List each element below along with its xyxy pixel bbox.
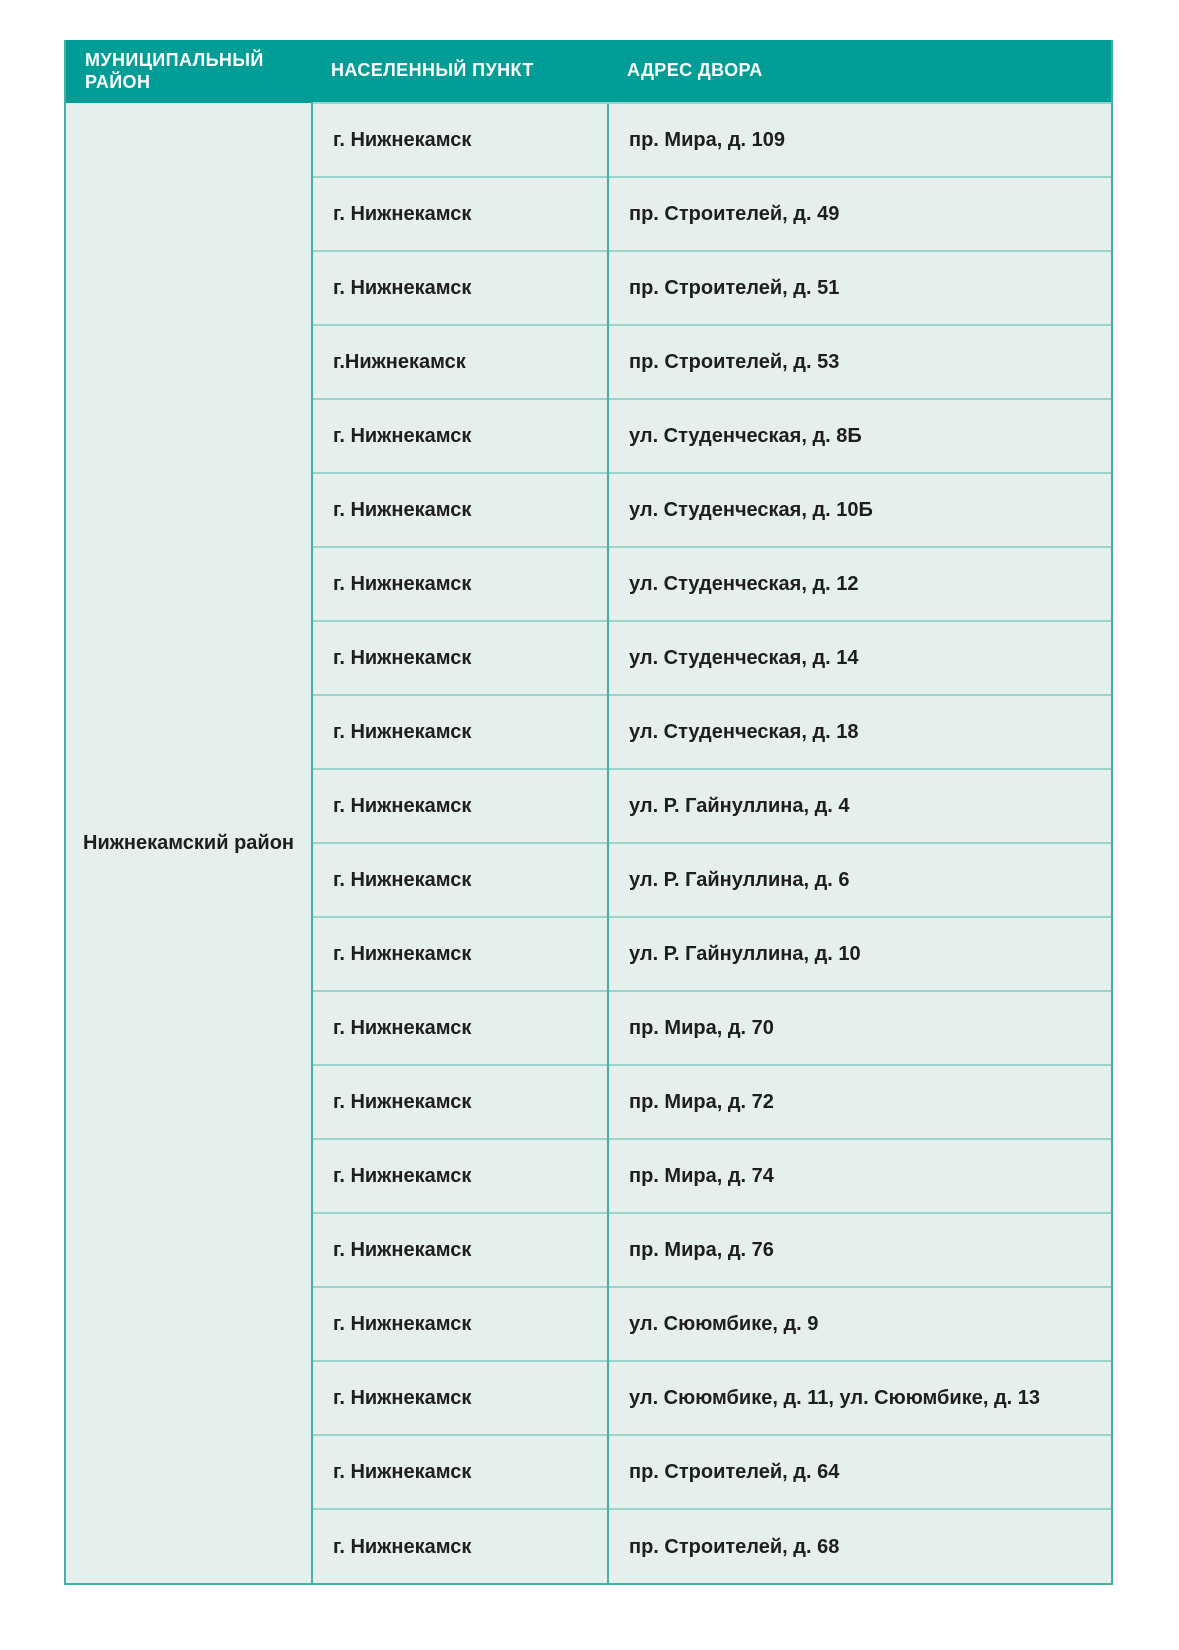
address-cell: пр. Мира, д. 72 xyxy=(608,1065,1111,1139)
table-header xyxy=(66,40,1111,103)
settlement-cell: г. Нижнекамск xyxy=(312,843,608,917)
address-cell: ул. Р. Гайнуллина, д. 6 xyxy=(608,843,1111,917)
address-cell: ул. Студенческая, д. 14 xyxy=(608,621,1111,695)
address-cell: пр. Мира, д. 76 xyxy=(608,1213,1111,1287)
address-cell: пр. Строителей, д. 51 xyxy=(608,251,1111,325)
settlement-cell: г. Нижнекамск xyxy=(312,769,608,843)
settlement-cell: г. Нижнекамск xyxy=(312,621,608,695)
settlement-cell: г. Нижнекамск xyxy=(312,1139,608,1213)
settlement-cell: г. Нижнекамск xyxy=(312,547,608,621)
district-cell: Нижнекамский район xyxy=(66,103,312,1583)
settlement-cell: г. Нижнекамск xyxy=(312,1509,608,1583)
settlement-cell: г. Нижнекамск xyxy=(312,991,608,1065)
settlement-cell: г.Нижнекамск xyxy=(312,325,608,399)
settlement-cell: г. Нижнекамск xyxy=(312,1065,608,1139)
table-row xyxy=(66,103,1111,177)
address-cell: ул. Студенческая, д. 18 xyxy=(608,695,1111,769)
col-header-yard-address: АДРЕС ДВОРА xyxy=(608,40,1111,103)
settlement-cell: г. Нижнекамск xyxy=(312,1435,608,1509)
settlement-cell: г. Нижнекамск xyxy=(312,473,608,547)
settlement-cell: г. Нижнекамск xyxy=(312,1213,608,1287)
address-cell: пр. Строителей, д. 64 xyxy=(608,1435,1111,1509)
col-header-municipal-district: МУНИЦИПАЛЬНЫЙ РАЙОН xyxy=(66,40,312,103)
settlement-cell: г. Нижнекамск xyxy=(312,103,608,177)
yards-table xyxy=(66,40,1111,1583)
address-cell: ул. Р. Гайнуллина, д. 4 xyxy=(608,769,1111,843)
settlement-cell: г. Нижнекамск xyxy=(312,399,608,473)
address-cell: пр. Строителей, д. 68 xyxy=(608,1509,1111,1583)
col-header-settlement: НАСЕЛЕННЫЙ ПУНКТ xyxy=(312,40,608,103)
settlement-cell: г. Нижнекамск xyxy=(312,177,608,251)
address-cell: пр. Мира, д. 70 xyxy=(608,991,1111,1065)
yards-table-frame xyxy=(64,40,1113,1585)
header-row xyxy=(66,40,1111,103)
address-cell: ул. Сююмбике, д. 9 xyxy=(608,1287,1111,1361)
address-cell: ул. Студенческая, д. 10Б xyxy=(608,473,1111,547)
address-cell: пр. Мира, д. 109 xyxy=(608,103,1111,177)
settlement-cell: г. Нижнекамск xyxy=(312,251,608,325)
address-cell: ул. Студенческая, д. 8Б xyxy=(608,399,1111,473)
address-cell: пр. Мира, д. 74 xyxy=(608,1139,1111,1213)
address-cell: ул. Сююмбике, д. 11, ул. Сююмбике, д. 13 xyxy=(608,1361,1111,1435)
settlement-cell: г. Нижнекамск xyxy=(312,1361,608,1435)
settlement-cell: г. Нижнекамск xyxy=(312,695,608,769)
address-cell: ул. Р. Гайнуллина, д. 10 xyxy=(608,917,1111,991)
address-cell: пр. Строителей, д. 53 xyxy=(608,325,1111,399)
address-cell: ул. Студенческая, д. 12 xyxy=(608,547,1111,621)
address-cell: пр. Строителей, д. 49 xyxy=(608,177,1111,251)
settlement-cell: г. Нижнекамск xyxy=(312,917,608,991)
table-body xyxy=(66,103,1111,1583)
settlement-cell: г. Нижнекамск xyxy=(312,1287,608,1361)
